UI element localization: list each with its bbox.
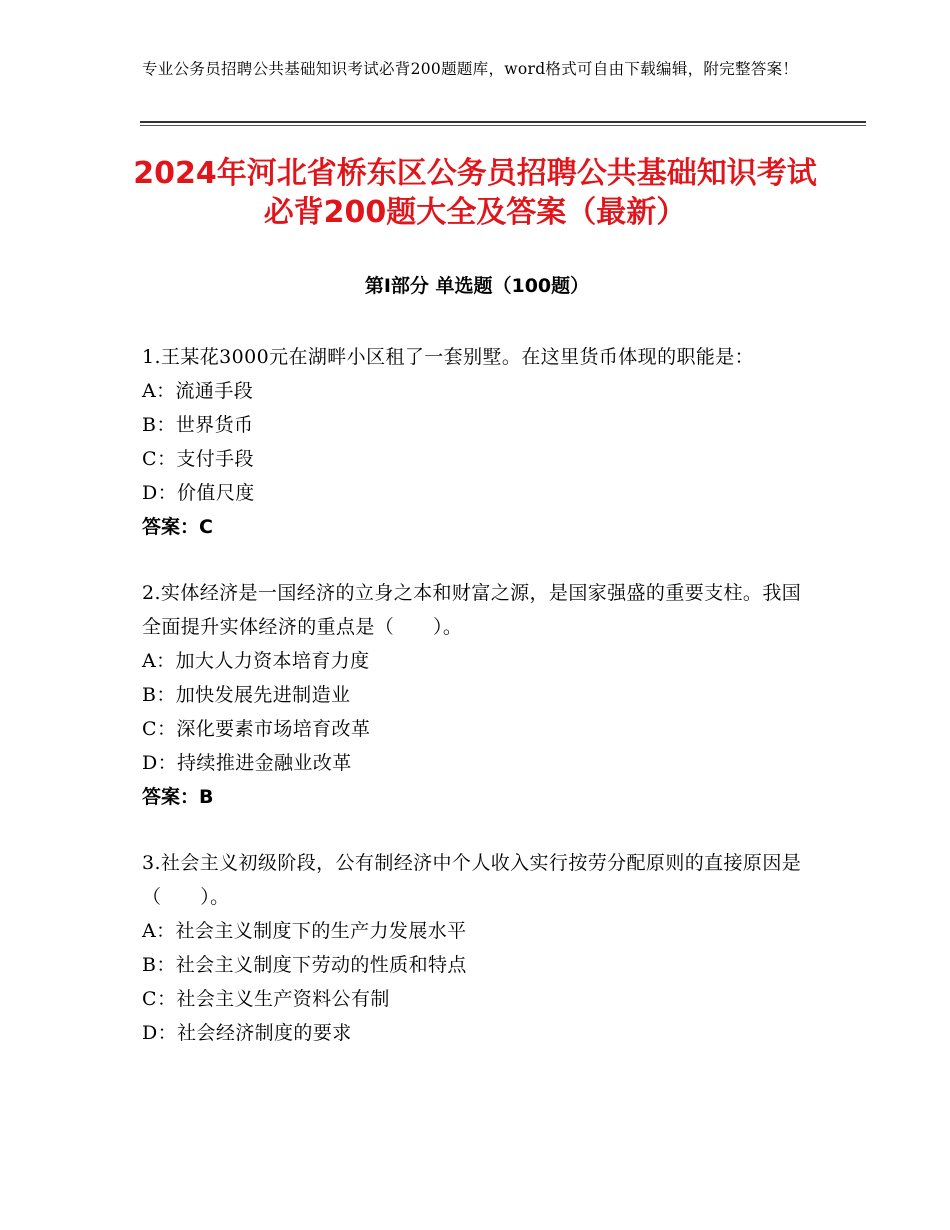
answer-label: 答案：C — [142, 516, 213, 538]
question-item — [142, 846, 812, 1050]
option-d: D：价值尺度 — [142, 482, 255, 504]
question-stem: 3.社会主义初级阶段，公有制经济中个人收入实行按劳分配原则的直接原因是（ ）。 — [142, 852, 802, 908]
question-item — [142, 576, 812, 814]
option-b: B：社会主义制度下劳动的性质和特点 — [142, 954, 467, 976]
option-a: A：加大人力资本培育力度 — [142, 650, 370, 672]
header-note: 专业公务员招聘公共基础知识考试必背200题题库，word格式可自由下载编辑，附完整答案！ — [142, 60, 799, 78]
answer-label: 答案：B — [142, 786, 214, 808]
section-title: 第Ⅰ部分 单选题（100题） — [364, 275, 590, 297]
question-stem: 2.实体经济是一国经济的立身之本和财富之源，是国家强盛的重要支柱。我国全面提升实体经济的重点是（ ）。 — [142, 582, 802, 638]
option-d: D：持续推进金融业改革 — [142, 752, 352, 774]
option-c: C：社会主义生产资料公有制 — [142, 988, 390, 1010]
option-a: A：流通手段 — [142, 380, 254, 402]
option-d: D：社会经济制度的要求 — [142, 1022, 352, 1044]
option-b: B：加快发展先进制造业 — [142, 684, 351, 706]
option-c: C：深化要素市场培育改革 — [142, 718, 371, 740]
question-item — [142, 340, 812, 544]
question-stem: 1.王某花3000元在湖畔小区租了一套别墅。在这里货币体现的职能是： — [142, 346, 755, 368]
option-c: C：支付手段 — [142, 448, 254, 470]
header-divider-thin — [140, 125, 866, 126]
document-title: 2024年河北省桥东区公务员招聘公共基础知识考试必背200题大全及答案（最新） — [133, 156, 817, 230]
question-list — [142, 340, 812, 1082]
option-b: B：世界货币 — [142, 414, 254, 436]
header-divider-thick — [140, 121, 866, 123]
option-a: A：社会主义制度下的生产力发展水平 — [142, 920, 467, 942]
